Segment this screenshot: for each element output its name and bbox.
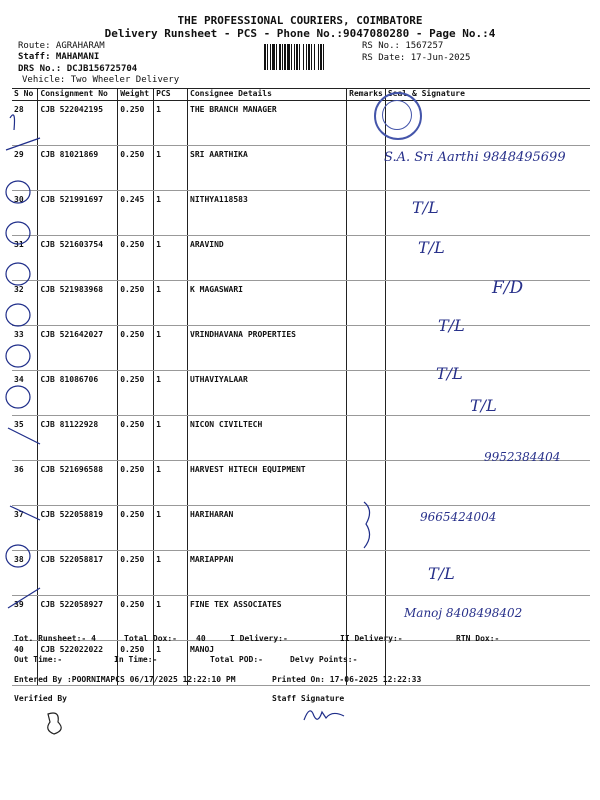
row-remarks: [347, 371, 386, 416]
row-weight: 0.250: [118, 236, 154, 281]
col-sno: S No: [12, 89, 38, 101]
staff-signature-mark: [300, 702, 350, 726]
row-weight: 0.250: [118, 641, 154, 686]
row-consignment: CJB 521642027: [38, 326, 118, 371]
row-sno: 28: [12, 101, 38, 146]
signature-tl-30: T/L: [412, 198, 439, 217]
table-header-row: [12, 89, 590, 101]
row-weight: 0.250: [118, 326, 154, 371]
row-consignee: UTHAVIYALAAR: [188, 371, 347, 416]
circle-39: [6, 545, 30, 567]
rs-number: RS No.: 1567257: [362, 41, 444, 51]
delvy-points: Delvy Points:-: [290, 655, 358, 664]
drs-number: DRS No.: DCJB156725704: [18, 64, 138, 74]
row-consignee: NITHYA118583: [188, 191, 347, 236]
table-row: [12, 461, 590, 506]
out-time: Out Time:-: [14, 655, 63, 664]
slash-mark-40: [8, 588, 40, 608]
row-sno: 34: [12, 371, 38, 416]
row-pcs: 1: [154, 506, 188, 551]
row-signature: [385, 326, 590, 371]
col-consignment: Consignment No: [38, 89, 118, 101]
barcode: [264, 44, 356, 70]
total-dox-value: 40: [196, 634, 206, 643]
row-pcs: 1: [154, 281, 188, 326]
row-weight: 0.250: [118, 551, 154, 596]
row-remarks: [347, 146, 386, 191]
signature-phone-38: 9665424004: [420, 510, 497, 524]
circle-31: [6, 222, 30, 244]
company-seal-stamp: [374, 92, 422, 140]
col-consignee: Consignee Details: [188, 89, 347, 101]
row-weight: 0.250: [118, 596, 154, 641]
row-pcs: 1: [154, 596, 188, 641]
signature-fd-32: F/D: [492, 278, 524, 298]
signature-tl-33: T/L: [438, 316, 465, 335]
rtn-dox: RTN Dox:-: [456, 634, 500, 643]
row-consignee: FINE TEX ASSOCIATES: [188, 596, 347, 641]
row-pcs: 1: [154, 461, 188, 506]
row-consignee: MARIAPPAN: [188, 551, 347, 596]
signature-tl-39: T/L: [428, 564, 455, 583]
row-weight: 0.250: [118, 371, 154, 416]
verified-by: Verified By: [14, 694, 67, 703]
route: Route: AGRAHARAM: [18, 41, 105, 51]
row-sno: 35: [12, 416, 38, 461]
circle-35: [6, 386, 30, 408]
row-pcs: 1: [154, 146, 188, 191]
row-signature: [385, 281, 590, 326]
row-consignment: CJB 81021869: [38, 146, 118, 191]
row-pcs: 1: [154, 236, 188, 281]
circle-30: [6, 181, 30, 203]
tot-runsheet: Tot. Runsheet:- 4: [14, 634, 96, 643]
tick-mark-28: [10, 115, 15, 130]
staff: Staff: MAHAMANI: [18, 52, 100, 62]
ii-delivery: II Delivery:-: [340, 634, 403, 643]
row-pcs: 1: [154, 326, 188, 371]
row-remarks: [347, 326, 386, 371]
row-weight: 0.245: [118, 191, 154, 236]
row-consignee: VRINDHAVANA PROPERTIES: [188, 326, 347, 371]
row-consignee: HARVEST HITECH EQUIPMENT: [188, 461, 347, 506]
row-consignee: NICON CIVILTECH: [188, 416, 347, 461]
row-weight: 0.250: [118, 281, 154, 326]
circle-33: [6, 304, 30, 326]
slash-mark-38: [10, 506, 40, 520]
runsheet-table: [12, 88, 590, 686]
row-consignment: CJB 522022022: [38, 641, 118, 686]
row-consignment: CJB 521603754: [38, 236, 118, 281]
row-weight: 0.250: [118, 146, 154, 191]
signature-phone-36: 9952384404: [484, 450, 561, 464]
row-weight: 0.250: [118, 506, 154, 551]
table-row: [12, 191, 590, 236]
row-remarks: [347, 461, 386, 506]
rs-date: RS Date: 17-Jun-2025: [362, 53, 471, 63]
staff-signature-label: Staff Signature: [272, 694, 345, 703]
signature-sri-aarthi: S.A. Sri Aarthi 9848495699: [384, 150, 566, 165]
row-sno: 31: [12, 236, 38, 281]
row-remarks: [347, 236, 386, 281]
row-consignee: K MAGASWARI: [188, 281, 347, 326]
row-remarks: [347, 191, 386, 236]
printed-on: Printed On: 17-06-2025 12:22:33: [272, 675, 422, 684]
row-consignment: CJB 521983968: [38, 281, 118, 326]
row-pcs: 1: [154, 191, 188, 236]
row-sno: 33: [12, 326, 38, 371]
total-dox-label: Total Dox:-: [124, 634, 177, 643]
row-consignee: SRI AARTHIKA: [188, 146, 347, 191]
col-weight: Weight: [118, 89, 154, 101]
row-consignment: CJB 521991697: [38, 191, 118, 236]
row-remarks: [347, 551, 386, 596]
row-consignee: THE BRANCH MANAGER: [188, 101, 347, 146]
signature-manoj-40: Manoj 8408498402: [404, 606, 523, 620]
entered-by: Entered By :POORNIMAPCS 06/17/2025 12:22:10 PM: [14, 675, 236, 684]
row-consignee: HARIHARAN: [188, 506, 347, 551]
row-consignment: CJB 521696588: [38, 461, 118, 506]
slash-mark-36: [8, 428, 40, 444]
row-weight: 0.250: [118, 461, 154, 506]
circle-34: [6, 345, 30, 367]
row-sno: 32: [12, 281, 38, 326]
row-sno: 38: [12, 551, 38, 596]
row-weight: 0.250: [118, 101, 154, 146]
row-weight: 0.250: [118, 416, 154, 461]
row-pcs: 1: [154, 371, 188, 416]
runsheet-subtitle: Delivery Runsheet - PCS - Phone No.:9047080280 - Page No.:4: [104, 27, 496, 40]
verifier-signature-mark: [40, 708, 70, 738]
row-consignment: CJB 522042195: [38, 101, 118, 146]
row-signature: [385, 551, 590, 596]
row-consignment: CJB 522058819: [38, 506, 118, 551]
row-consignment: CJB 522058817: [38, 551, 118, 596]
row-sno: 30: [12, 191, 38, 236]
row-signature: [385, 461, 590, 506]
col-remarks: Remarks: [347, 89, 386, 101]
total-pod: Total POD:-: [210, 655, 263, 664]
company-title: THE PROFESSIONAL COURIERS, COIMBATORE: [177, 14, 423, 27]
row-consignment: CJB 81122928: [38, 416, 118, 461]
circle-32: [6, 263, 30, 285]
row-pcs: 1: [154, 641, 188, 686]
slash-mark-29: [6, 138, 40, 150]
row-sno: 37: [12, 506, 38, 551]
in-time: In Time:-: [114, 655, 158, 664]
table-row: [12, 101, 590, 146]
signature-tl-31: T/L: [418, 238, 445, 257]
table-row: [12, 236, 590, 281]
vehicle: Vehicle: Two Wheeler Delivery: [22, 75, 180, 85]
row-consignee: ARAVIND: [188, 236, 347, 281]
row-sno: 36: [12, 461, 38, 506]
table-row: [12, 326, 590, 371]
row-signature: [385, 236, 590, 281]
row-pcs: 1: [154, 551, 188, 596]
row-sno: 40: [12, 641, 38, 686]
row-consignee: MANOJ: [188, 641, 347, 686]
col-signature: Seal & Signature: [385, 89, 590, 101]
signature-tl-34: T/L: [436, 364, 463, 383]
row-sno: 29: [12, 146, 38, 191]
sno-handwritten-marks: [0, 88, 60, 628]
signature-tl-35: T/L: [470, 396, 497, 415]
table-row: [12, 371, 590, 416]
col-pcs: PCS: [154, 89, 188, 101]
row-pcs: 1: [154, 416, 188, 461]
row-remarks: [347, 281, 386, 326]
table-row: [12, 551, 590, 596]
row-consignment: CJB 522058927: [38, 596, 118, 641]
row-consignment: CJB 81086706: [38, 371, 118, 416]
row-remarks: [347, 416, 386, 461]
bracket-mark: [360, 500, 380, 550]
row-pcs: 1: [154, 101, 188, 146]
table-row: [12, 506, 590, 551]
row-sno: 39: [12, 596, 38, 641]
i-delivery: I Delivery:-: [230, 634, 288, 643]
